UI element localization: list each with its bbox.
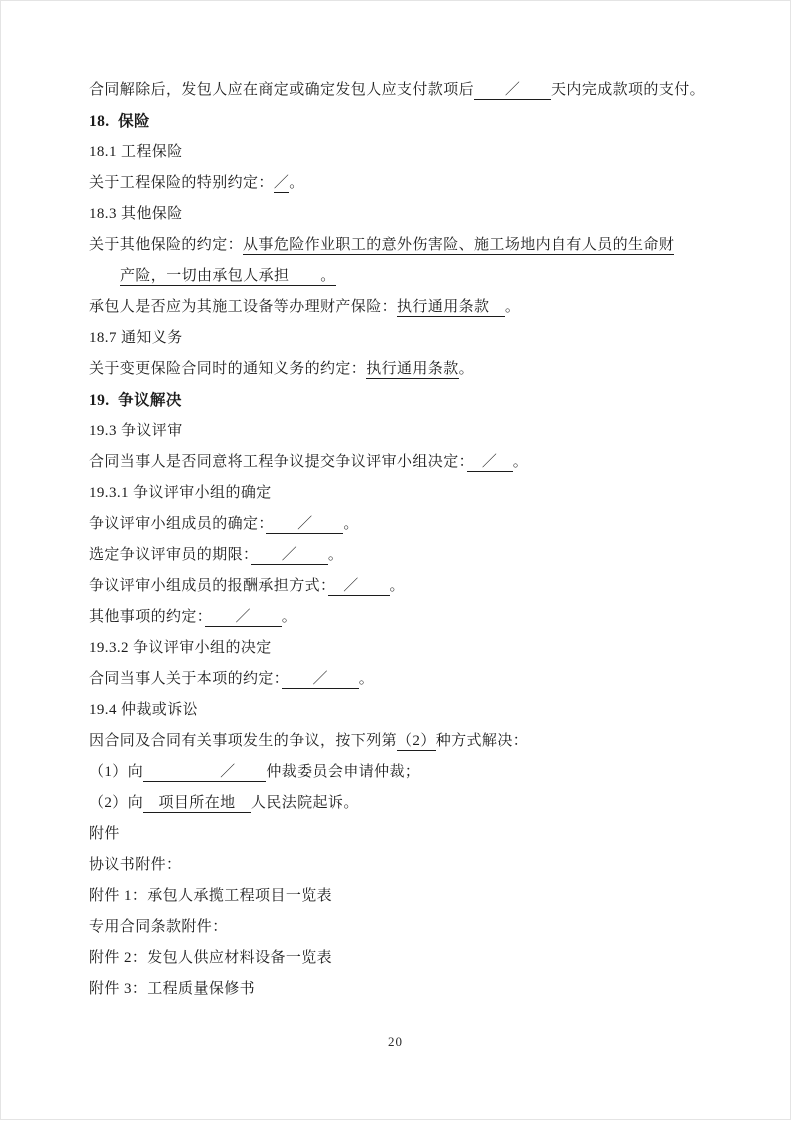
text-segment: （2）向 [89, 795, 144, 811]
text-line [89, 881, 712, 912]
text-line [89, 75, 712, 106]
filled-blank: ／ [281, 671, 359, 687]
text-segment: 种方式解决： [435, 733, 529, 749]
text-segment: 。 [289, 175, 305, 191]
text-segment: 协议书附件： [89, 857, 182, 873]
text-segment: 关于工程保险的特别约定： [89, 175, 274, 191]
text-line [89, 788, 712, 819]
filled-blank: ／ [466, 454, 513, 470]
text-segment: 19.3.2 争议评审小组的决定 [89, 640, 272, 656]
text-segment: 关于其他保险的约定： [89, 237, 244, 253]
text-segment: 19.3 争议评审 [89, 423, 183, 439]
text-line [89, 974, 712, 1005]
text-segment: 承包人是否应为其施工设备等办理财产保险： [89, 299, 398, 315]
text-segment: 因合同及合同有关事项发生的争议，按下列第 [89, 733, 398, 749]
text-line [89, 447, 712, 478]
text-segment: 合同解除后，发包人应在商定或确定发包人应支付款项后 [89, 82, 475, 98]
text-segment: 关于变更保险合同时的通知义务的约定： [89, 361, 367, 377]
text-line [89, 850, 712, 881]
section-heading [89, 385, 712, 416]
text-line [89, 695, 712, 726]
text-line [89, 478, 712, 509]
filled-blank: ／ [474, 82, 552, 98]
text-segment: 19. 争议解决 [89, 392, 182, 409]
text-segment: 附件 [89, 826, 120, 842]
filled-blank: 从事危险作业职工的意外伤害险、施工场地内自有人员的生命财 [243, 237, 675, 253]
text-segment: 争议评审小组成员的确定： [89, 516, 267, 532]
filled-blank: ／ [143, 764, 267, 780]
text-line [89, 416, 712, 447]
text-line [89, 509, 712, 540]
text-segment: 。 [327, 547, 344, 563]
text-segment: 。 [281, 609, 298, 625]
text-segment: 19.4 仲裁或诉讼 [89, 702, 199, 718]
text-line [89, 168, 712, 199]
text-segment: 18.7 通知义务 [89, 330, 183, 346]
text-segment: 合同当事人是否同意将工程争议提交争议评审小组决定： [89, 454, 467, 470]
text-segment: 其他事项的约定： [89, 609, 205, 625]
text-segment: 争议评审小组成员的报酬承担方式： [89, 578, 328, 594]
text-segment: 附件 3：工程质量保修书 [89, 981, 256, 997]
text-segment: 。 [504, 299, 521, 315]
text-segment: 。 [358, 671, 375, 687]
text-segment: 。 [343, 516, 359, 532]
filled-blank: ／ [250, 547, 328, 563]
text-line [89, 633, 712, 664]
text-segment: 天内完成款项的支付。 [551, 82, 706, 98]
text-line [89, 819, 712, 850]
text-line [89, 323, 712, 354]
text-line [89, 137, 712, 168]
text-segment: 。 [512, 454, 529, 470]
filled-blank: （2） [397, 733, 436, 749]
text-segment: 仲裁委员会申请仲裁； [266, 764, 421, 780]
page-number: 20 [388, 1034, 403, 1049]
text-line [89, 664, 712, 695]
text-segment: 附件 1：承包人承揽工程项目一览表 [89, 888, 333, 904]
text-segment: 附件 2：发包人供应材料设备一览表 [89, 950, 333, 966]
text-segment: 18. 保险 [89, 113, 150, 130]
text-line [89, 726, 712, 757]
section-heading [89, 106, 712, 137]
filled-blank: ／ [204, 609, 282, 625]
text-line [89, 199, 712, 230]
filled-blank: ／ [327, 578, 390, 594]
text-segment: 选定争议评审员的期限： [89, 547, 251, 563]
text-segment: 。 [389, 578, 405, 594]
text-segment: 18.3 其他保险 [89, 206, 183, 222]
filled-blank: ／ [273, 175, 290, 191]
filled-blank: 产险，一切由承包人承担 。 [120, 268, 336, 284]
filled-blank: ／ [266, 516, 344, 532]
text-line [89, 757, 712, 788]
text-line [89, 912, 712, 943]
text-line [89, 230, 712, 261]
text-segment: 合同当事人关于本项的约定： [89, 671, 282, 687]
text-segment: 。 [458, 361, 475, 377]
text-segment: 18.1 工程保险 [89, 144, 183, 160]
filled-blank: 项目所在地 [143, 795, 251, 811]
text-segment: 人民法院起诉。 [250, 795, 359, 811]
text-line [89, 292, 712, 323]
text-segment: 专用合同条款附件： [89, 919, 228, 935]
text-line [89, 571, 712, 602]
document-body [89, 75, 712, 1005]
text-line [89, 540, 712, 571]
text-segment: 19.3.1 争议评审小组的确定 [89, 485, 272, 501]
filled-blank: 执行通用条款 [366, 361, 459, 377]
text-segment: （1）向 [89, 764, 144, 780]
text-line [89, 943, 712, 974]
filled-blank: 执行通用条款 [397, 299, 505, 315]
text-line [89, 602, 712, 633]
text-line [89, 354, 712, 385]
text-line [89, 261, 712, 292]
